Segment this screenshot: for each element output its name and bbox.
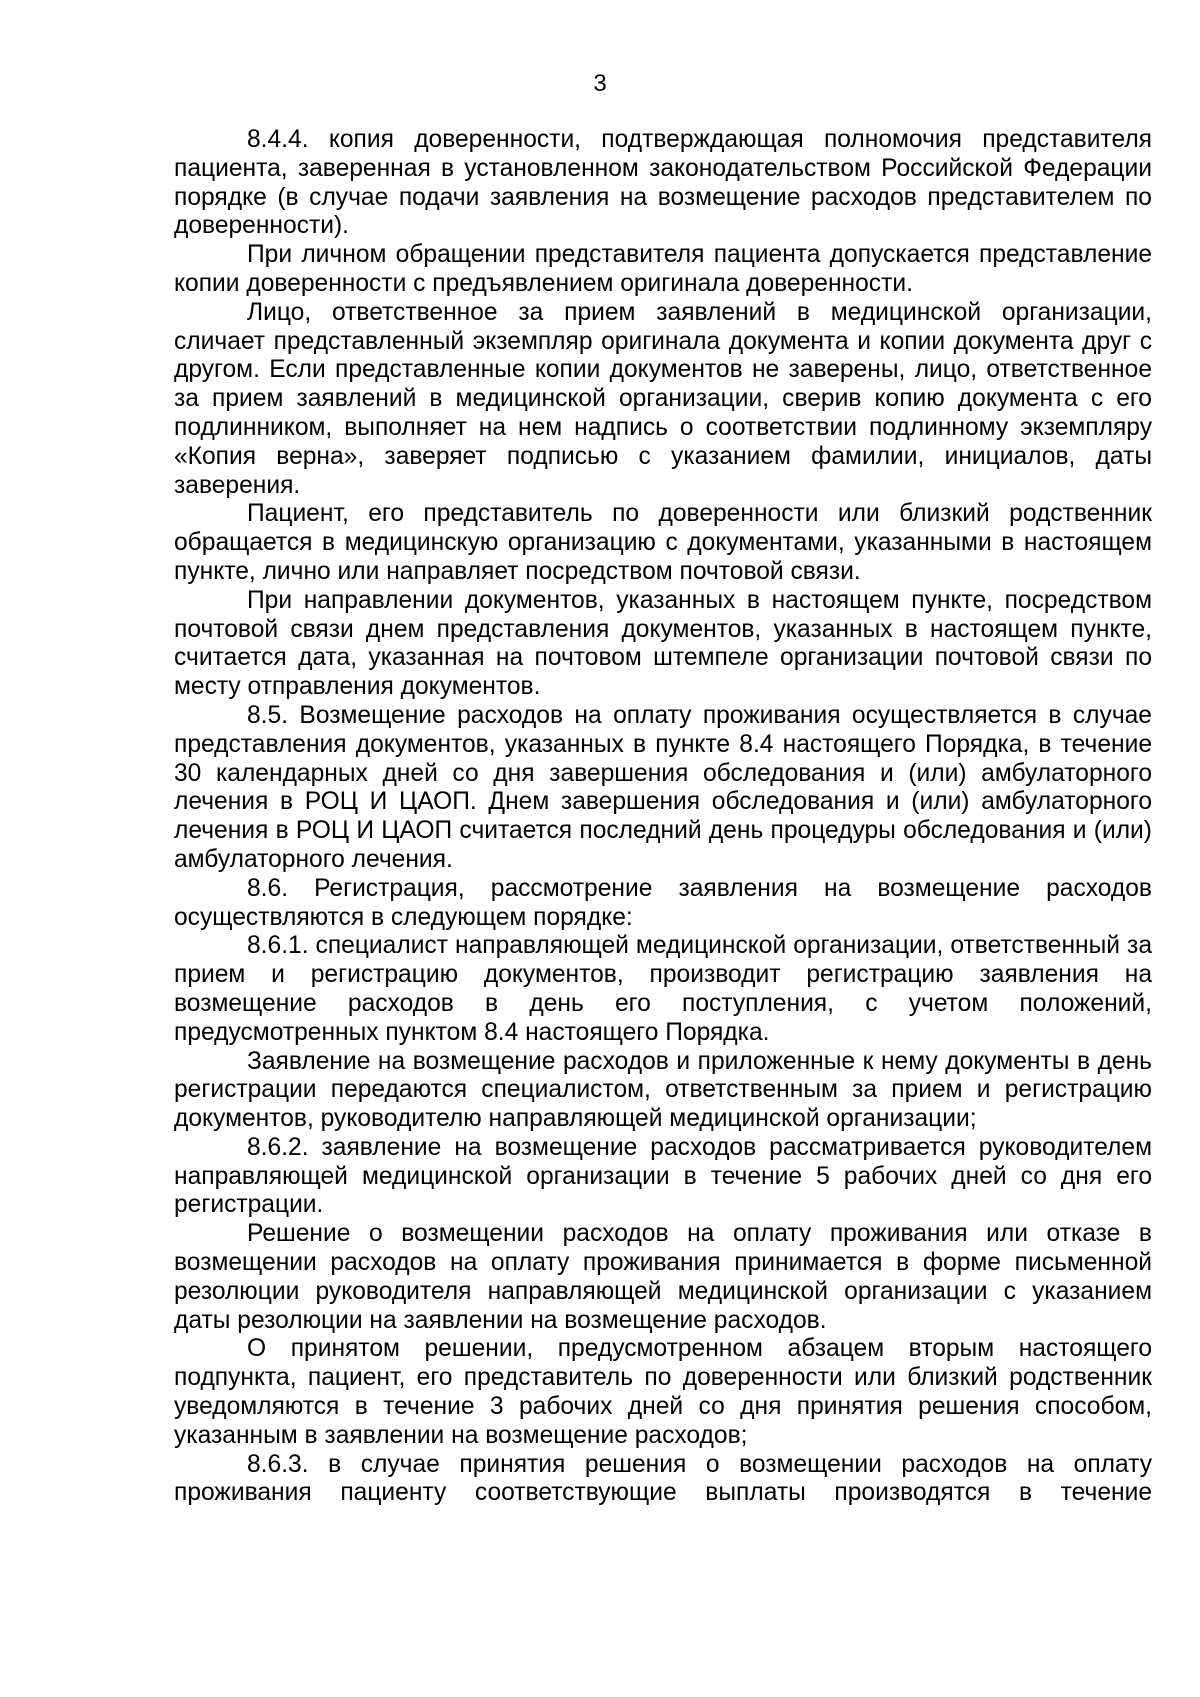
paragraph-application-transfer: Заявление на возмещение расходов и приложенные к нему документы в день регистрации передаются специалистом, ответственным за прием и регистрацию документов, руководителю направляющей медицинской организации; [174, 1047, 1152, 1133]
paragraph-responsible-person: Лицо, ответственное за прием заявлений в медицинской организации, сличает представленный экземпляр оригинала документа и копии документа друг с другом. Если представленные копии документов не заверены, лицо, ответственное за прием заявлений в медицинской организации, сверив копию документа с его подлинником, выполняет на нем надпись о соответствии подлинному экземпляру «Копия верна», заверяет подписью с указанием фамилии, инициалов, даты заверения. [174, 298, 1152, 499]
paragraph-8-5: 8.5. Возмещение расходов на оплату проживания осуществляется в случае представления документов, указанных в пункте 8.4 настоящего Порядка, в течение 30 календарных дней со дня завершения обследования и (или) амбулаторного лечения в РОЦ И ЦАОП. Днем завершения обследования и (или) амбулаторного лечения в РОЦ И ЦАОП считается последний день процедуры обследования и (или) амбулаторного лечения. [174, 701, 1152, 873]
paragraph-8-6-2: 8.6.2. заявление на возмещение расходов рассматривается руководителем направляющей медицинской организации в течение 5 рабочих дней со дня его регистрации. [174, 1133, 1152, 1219]
document-body [174, 126, 1152, 1508]
paragraph-decision: Решение о возмещении расходов на оплату проживания или отказе в возмещении расходов на оплату проживания принимается в форме письменной резолюции руководителя направляющей медицинской организации с указанием даты резолюции на заявлении на возмещение расходов. [174, 1220, 1152, 1334]
paragraph-8-4-4: 8.4.4. копия доверенности, подтверждающая полномочия представителя пациента, заверенная в установленном законодательством Российской Федерации порядке (в случае подачи заявления на возмещение расходов представителем по доверенности). [174, 126, 1152, 240]
page-number: 3 [593, 70, 607, 97]
paragraph-patient-applies: Пациент, его представитель по доверенности или близкий родственник обращается в медицинскую организацию с документами, указанными в настоящем пункте, лично или направляет посредством почтовой связи. [174, 500, 1152, 585]
paragraph-8-6-3: 8.6.3. в случае принятия решения о возмещении расходов на оплату проживания пациенту соответствующие выплаты производятся в течение [174, 1450, 1152, 1507]
paragraph-8-6-1: 8.6.1. специалист направляющей медицинской организации, ответственный за прием и регистрацию документов, производит регистрацию заявления на возмещение расходов в день его поступления, с учетом положений, предусмотренных пунктом 8.4 настоящего Порядка. [174, 932, 1152, 1046]
paragraph-personal-visit: При личном обращении представителя пациента допускается представление копии доверенности с предъявлением оригинала доверенности. [174, 241, 1152, 297]
paragraph-notification: О принятом решении, предусмотренном абзацем вторым настоящего подпункта, пациент, его представитель по доверенности или близкий родственник уведомляются в течение 3 рабочих дней со дня принятия решения способом, указанным в заявлении на возмещение расходов; [174, 1335, 1152, 1449]
paragraph-8-6: 8.6. Регистрация, рассмотрение заявления на возмещение расходов осуществляются в следующем порядке: [174, 874, 1152, 931]
paragraph-postal-delivery: При направлении документов, указанных в настоящем пункте, посредством почтовой связи днем представления документов, указанных в настоящем пункте, считается дата, указанная на почтовом штемпеле организации почтовой связи по месту отправления документов. [174, 586, 1152, 701]
